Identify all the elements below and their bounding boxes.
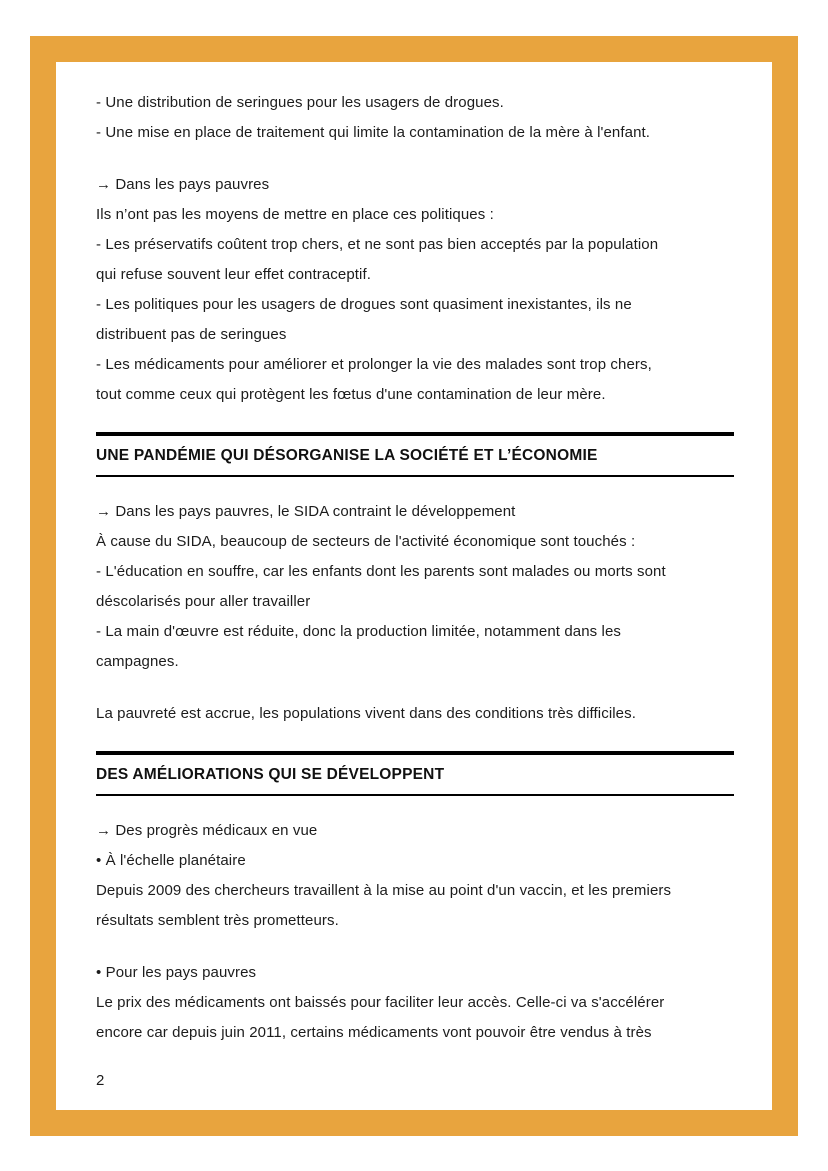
page-content-area	[56, 62, 772, 1110]
document-body	[96, 88, 734, 1048]
text-line: Depuis 2009 des chercheurs travaillent à la mise au point d'un vaccin, et les premiers	[96, 882, 672, 899]
text-line: → Des progrès médicaux en vue	[96, 822, 318, 839]
section-heading: DES AMÉLIORATIONS QUI SE DÉVELOPPENT	[96, 751, 734, 796]
text-line: Le prix des médicaments ont baissés pour faciliter leur accès. Celle-ci va s'accélérer	[96, 994, 665, 1011]
text-line: - Les préservatifs coûtent trop chers, et ne sont pas bien acceptés par la population	[96, 236, 659, 253]
paragraph	[96, 170, 734, 410]
page-number: 2	[96, 1072, 105, 1089]
paragraph	[96, 699, 734, 729]
text-line: - La main d'œuvre est réduite, donc la production limitée, notamment dans les	[96, 623, 621, 640]
text-line: campagnes.	[96, 653, 179, 670]
text-line: qui refuse souvent leur effet contraceptif.	[96, 266, 372, 283]
paragraph	[96, 88, 734, 148]
text-line: À cause du SIDA, beaucoup de secteurs de l'activité économique sont touchés :	[96, 533, 636, 550]
text-line: • À l'échelle planétaire	[96, 852, 246, 869]
page-border-frame	[30, 36, 798, 1136]
text-line: Ils n’ont pas les moyens de mettre en place ces politiques :	[96, 206, 494, 223]
text-line: - Les politiques pour les usagers de drogues sont quasiment inexistantes, ils ne	[96, 296, 632, 313]
text-line: → Dans les pays pauvres, le SIDA contraint le développement	[96, 503, 516, 520]
text-line: - Les médicaments pour améliorer et prolonger la vie des malades sont trop chers,	[96, 356, 652, 373]
text-line: - Une distribution de seringues pour les usagers de drogues.	[96, 94, 504, 111]
text-line: - L'éducation en souffre, car les enfants dont les parents sont malades ou morts sont	[96, 563, 666, 580]
text-line: encore car depuis juin 2011, certains médicaments vont pouvoir être vendus à très	[96, 1024, 652, 1041]
text-line: → Dans les pays pauvres	[96, 176, 270, 193]
paragraph	[96, 958, 734, 1048]
text-line: distribuent pas de seringues	[96, 326, 287, 343]
paragraph	[96, 816, 734, 936]
text-line: tout comme ceux qui protègent les fœtus d'une contamination de leur mère.	[96, 386, 606, 403]
section-heading: UNE PANDÉMIE QUI DÉSORGANISE LA SOCIÉTÉ ET L’ÉCONOMIE	[96, 432, 734, 477]
text-line: - Une mise en place de traitement qui limite la contamination de la mère à l'enfant.	[96, 124, 651, 141]
text-line: résultats semblent très prometteurs.	[96, 912, 339, 929]
text-line: La pauvreté est accrue, les populations vivent dans des conditions très difficiles.	[96, 705, 636, 722]
text-line: déscolarisés pour aller travailler	[96, 593, 311, 610]
paragraph	[96, 497, 734, 677]
text-line: • Pour les pays pauvres	[96, 964, 257, 981]
